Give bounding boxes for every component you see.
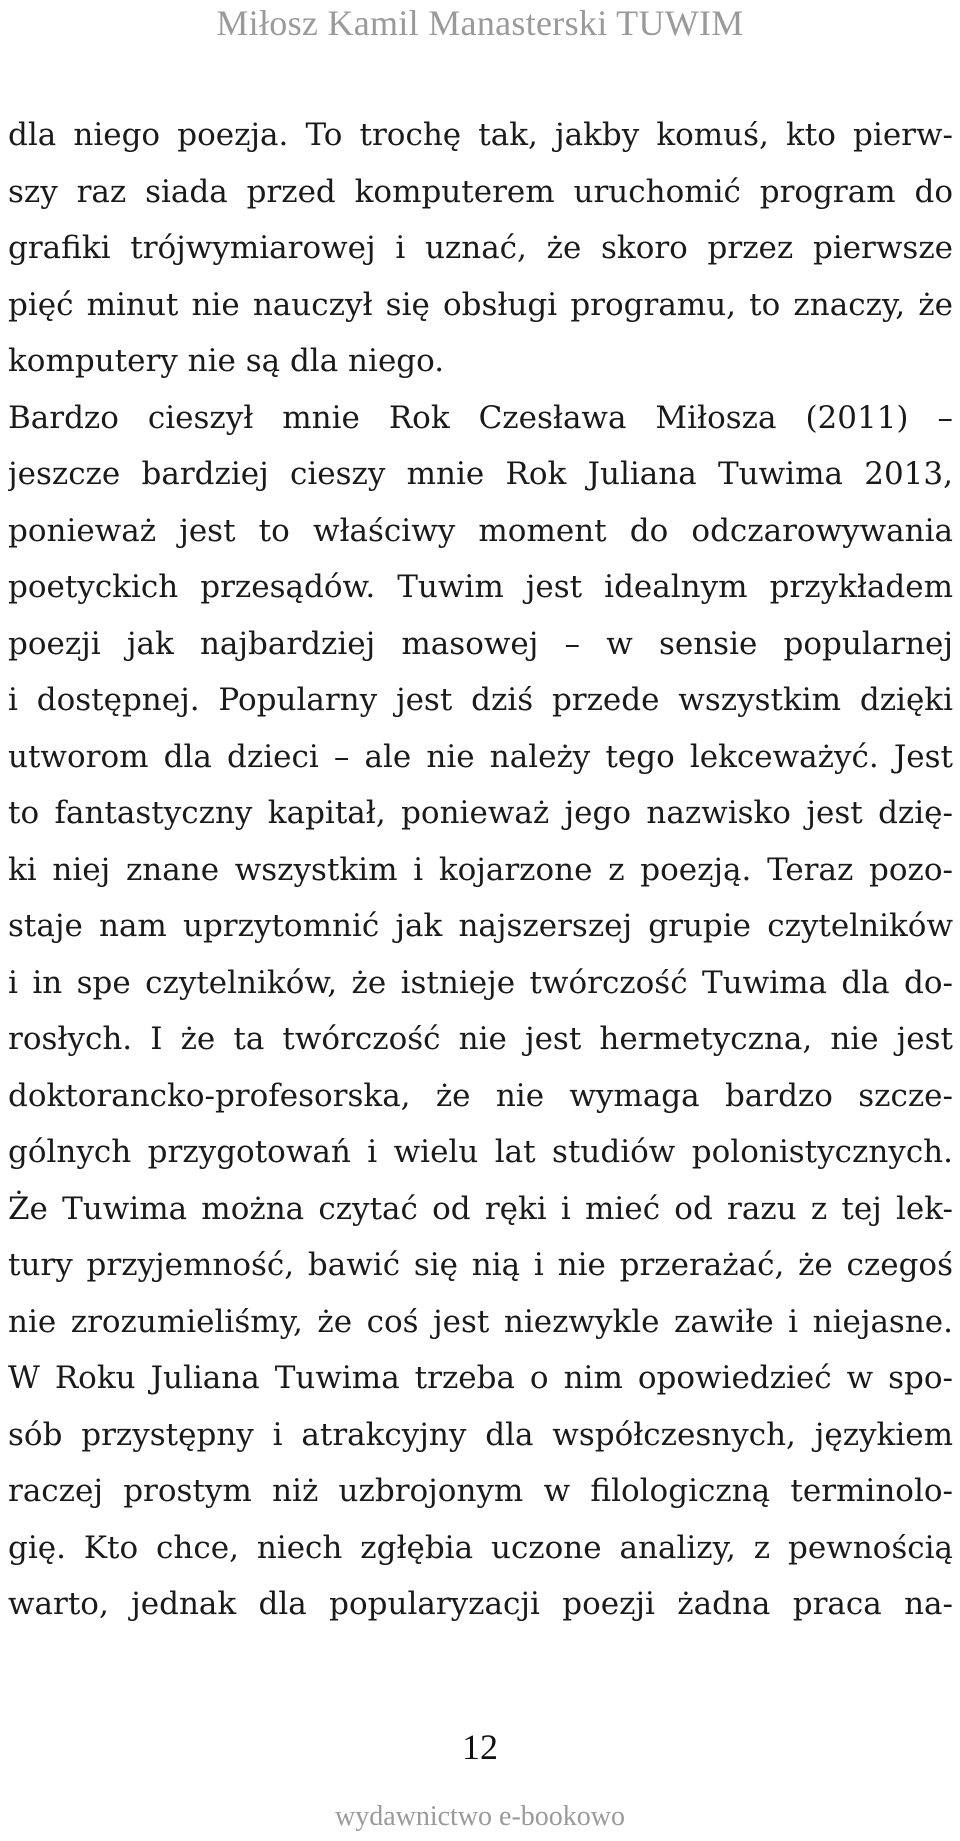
text-line: to fantastyczny kapitał, ponieważ jego nazwisko jest dzię- (8, 795, 953, 831)
text-line: nie zrozumieliśmy, że coś jest niezwykle zawiłe i niejasne. (8, 1303, 953, 1340)
text-line: gólnych przygotowań i wielu lat studiów polonistycznych. (8, 1134, 953, 1170)
text-line: grafiki trójwymiarowej i uznać, że skoro przez pierwsze (8, 230, 953, 266)
text-line: raczej prostym niż uzbrojonym w filologiczną terminolo- (8, 1473, 953, 1509)
publisher-footer: wydawnictwo e-bookowo (334, 1801, 626, 1832)
text-line: poezji jak najbardziej masowej – w sensie popularnej (8, 625, 953, 662)
text-line: doktorancko-profesorska, że nie wymaga bardzo szcze- (8, 1077, 953, 1114)
text-line: dla niego poezja. To trochę tak, jakby komuś, kto pierw- (8, 117, 953, 153)
text-line: jeszcze bardziej cieszy mnie Rok Juliana Tuwima 2013, (8, 456, 953, 492)
text-line: warto, jednak dla popularyzacji poezji żadna praca na- (8, 1586, 953, 1622)
text-line: gię. Kto chce, niech zgłębia uczone analizy, z pewnością (8, 1529, 953, 1566)
text-line: szy raz siada przed komputerem uruchomić program do (8, 173, 953, 210)
body-text (8, 107, 953, 1633)
text-line: pięć minut nie nauczył się obsługi programu, to znaczy, że (8, 286, 953, 323)
text-line: W Roku Juliana Tuwima trzeba o nim opowiedzieć w spo- (8, 1360, 953, 1396)
text-line: Bardzo cieszył mnie Rok Czesława Miłosza (2011) – (8, 399, 953, 436)
text-line: ki niej znane wszystkim i kojarzone z poezją. Teraz pozo- (8, 851, 953, 888)
text-line: utworom dla dzieci – ale nie należy tego lekceważyć. Jest (8, 738, 953, 775)
page-number: 12 (462, 1727, 498, 1767)
text-line: ponieważ jest to właściwy moment do odczarowywania (8, 512, 953, 549)
text-line: i in spe czytelników, że istnieje twórczość Tuwima dla do- (8, 964, 953, 1001)
text-line: staje nam uprzytomnić jak najszerszej grupie czytelników (8, 908, 953, 944)
text-line: rosłych. I że ta twórczość nie jest hermetyczna, nie jest (8, 1021, 953, 1057)
running-header: Miłosz Kamil Manasterski TUWIM (216, 3, 744, 43)
text-line: poetyckich przesądów. Tuwim jest idealnym przykładem (8, 569, 953, 605)
text-line: sób przystępny i atrakcyjny dla współczesnych, językiem (8, 1416, 953, 1453)
text-line: Że Tuwima można czytać od ręki i mieć od razu z tej lek- (8, 1190, 953, 1227)
text-line: tury przyjemność, bawić się nią i nie przerażać, że czegoś (8, 1247, 953, 1283)
text-line: komputery nie są dla niego. (8, 343, 445, 379)
text-line: i dostępnej. Popularny jest dziś przede wszystkim dzięki (8, 682, 953, 718)
